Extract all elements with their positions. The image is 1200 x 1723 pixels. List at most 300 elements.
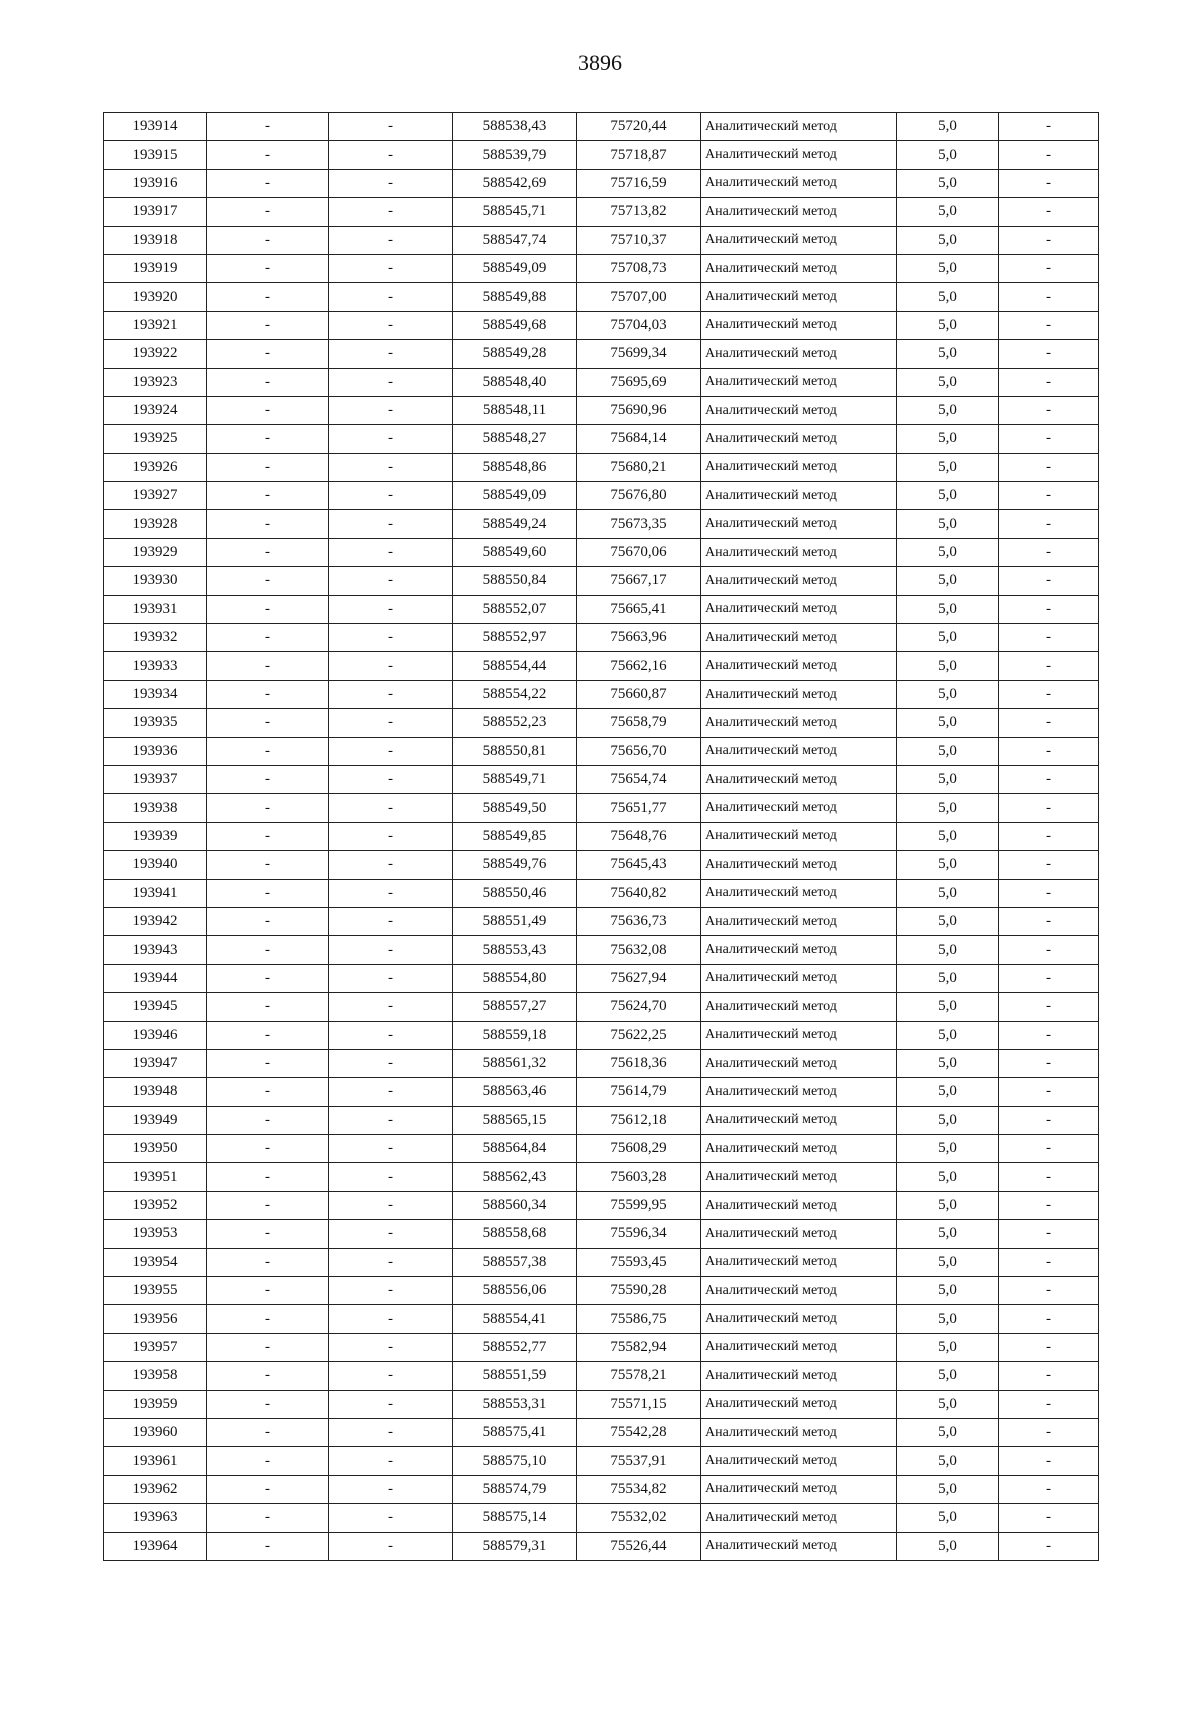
y-coordinate-cell: 75612,18 xyxy=(577,1106,701,1134)
empty-cell: - xyxy=(207,425,329,453)
table-row xyxy=(104,936,1099,964)
x-coordinate-cell: 588575,41 xyxy=(453,1418,577,1446)
accuracy-cell: 5,0 xyxy=(897,1333,999,1361)
table-row xyxy=(104,1362,1099,1390)
empty-cell: - xyxy=(329,1078,453,1106)
point-number-cell: 193957 xyxy=(104,1333,207,1361)
empty-cell: - xyxy=(207,680,329,708)
accuracy-cell: 5,0 xyxy=(897,340,999,368)
empty-cell: - xyxy=(207,1418,329,1446)
table-row xyxy=(104,283,1099,311)
x-coordinate-cell: 588550,46 xyxy=(453,879,577,907)
accuracy-cell: 5,0 xyxy=(897,113,999,141)
y-coordinate-cell: 75720,44 xyxy=(577,113,701,141)
empty-cell: - xyxy=(207,964,329,992)
empty-cell: - xyxy=(207,765,329,793)
point-number-cell: 193944 xyxy=(104,964,207,992)
method-cell: Аналитический метод xyxy=(701,624,897,652)
x-coordinate-cell: 588565,15 xyxy=(453,1106,577,1134)
point-number-cell: 193943 xyxy=(104,936,207,964)
point-number-cell: 193949 xyxy=(104,1106,207,1134)
empty-cell: - xyxy=(329,964,453,992)
x-coordinate-cell: 588548,86 xyxy=(453,453,577,481)
method-cell: Аналитический метод xyxy=(701,1333,897,1361)
point-number-cell: 193937 xyxy=(104,765,207,793)
coordinates-table-body xyxy=(104,113,1099,1561)
empty-cell: - xyxy=(329,822,453,850)
x-coordinate-cell: 588549,50 xyxy=(453,794,577,822)
method-cell: Аналитический метод xyxy=(701,1191,897,1219)
empty-cell: - xyxy=(999,453,1099,481)
method-cell: Аналитический метод xyxy=(701,226,897,254)
accuracy-cell: 5,0 xyxy=(897,1191,999,1219)
empty-cell: - xyxy=(999,851,1099,879)
table-row xyxy=(104,851,1099,879)
point-number-cell: 193946 xyxy=(104,1021,207,1049)
table-row xyxy=(104,1390,1099,1418)
method-cell: Аналитический метод xyxy=(701,198,897,226)
empty-cell: - xyxy=(329,283,453,311)
method-cell: Аналитический метод xyxy=(701,1447,897,1475)
table-row xyxy=(104,425,1099,453)
x-coordinate-cell: 588551,49 xyxy=(453,907,577,935)
x-coordinate-cell: 588550,84 xyxy=(453,567,577,595)
x-coordinate-cell: 588575,10 xyxy=(453,1447,577,1475)
y-coordinate-cell: 75627,94 xyxy=(577,964,701,992)
y-coordinate-cell: 75608,29 xyxy=(577,1135,701,1163)
accuracy-cell: 5,0 xyxy=(897,964,999,992)
empty-cell: - xyxy=(329,851,453,879)
empty-cell: - xyxy=(329,765,453,793)
method-cell: Аналитический метод xyxy=(701,680,897,708)
x-coordinate-cell: 588545,71 xyxy=(453,198,577,226)
accuracy-cell: 5,0 xyxy=(897,1305,999,1333)
accuracy-cell: 5,0 xyxy=(897,1106,999,1134)
table-row xyxy=(104,198,1099,226)
accuracy-cell: 5,0 xyxy=(897,1277,999,1305)
accuracy-cell: 5,0 xyxy=(897,1163,999,1191)
point-number-cell: 193932 xyxy=(104,624,207,652)
table-row xyxy=(104,595,1099,623)
empty-cell: - xyxy=(999,340,1099,368)
x-coordinate-cell: 588557,27 xyxy=(453,993,577,1021)
empty-cell: - xyxy=(999,794,1099,822)
page-number: 3896 xyxy=(578,50,622,75)
empty-cell: - xyxy=(207,851,329,879)
accuracy-cell: 5,0 xyxy=(897,396,999,424)
empty-cell: - xyxy=(207,1333,329,1361)
x-coordinate-cell: 588538,43 xyxy=(453,113,577,141)
table-row xyxy=(104,254,1099,282)
x-coordinate-cell: 588563,46 xyxy=(453,1078,577,1106)
accuracy-cell: 5,0 xyxy=(897,1532,999,1560)
empty-cell: - xyxy=(329,1220,453,1248)
y-coordinate-cell: 75590,28 xyxy=(577,1277,701,1305)
accuracy-cell: 5,0 xyxy=(897,311,999,339)
y-coordinate-cell: 75684,14 xyxy=(577,425,701,453)
empty-cell: - xyxy=(207,453,329,481)
table-row xyxy=(104,765,1099,793)
point-number-cell: 193959 xyxy=(104,1390,207,1418)
point-number-cell: 193934 xyxy=(104,680,207,708)
y-coordinate-cell: 75704,03 xyxy=(577,311,701,339)
point-number-cell: 193960 xyxy=(104,1418,207,1446)
x-coordinate-cell: 588554,22 xyxy=(453,680,577,708)
empty-cell: - xyxy=(207,340,329,368)
point-number-cell: 193941 xyxy=(104,879,207,907)
table-row xyxy=(104,964,1099,992)
accuracy-cell: 5,0 xyxy=(897,993,999,1021)
point-number-cell: 193951 xyxy=(104,1163,207,1191)
method-cell: Аналитический метод xyxy=(701,1078,897,1106)
empty-cell: - xyxy=(329,1106,453,1134)
empty-cell: - xyxy=(999,737,1099,765)
y-coordinate-cell: 75673,35 xyxy=(577,510,701,538)
x-coordinate-cell: 588553,43 xyxy=(453,936,577,964)
point-number-cell: 193927 xyxy=(104,482,207,510)
empty-cell: - xyxy=(999,1362,1099,1390)
method-cell: Аналитический метод xyxy=(701,368,897,396)
empty-cell: - xyxy=(207,595,329,623)
empty-cell: - xyxy=(999,226,1099,254)
empty-cell: - xyxy=(207,368,329,396)
empty-cell: - xyxy=(329,1135,453,1163)
x-coordinate-cell: 588560,34 xyxy=(453,1191,577,1219)
method-cell: Аналитический метод xyxy=(701,794,897,822)
y-coordinate-cell: 75645,43 xyxy=(577,851,701,879)
accuracy-cell: 5,0 xyxy=(897,1078,999,1106)
empty-cell: - xyxy=(999,283,1099,311)
empty-cell: - xyxy=(329,879,453,907)
y-coordinate-cell: 75534,82 xyxy=(577,1475,701,1503)
x-coordinate-cell: 588558,68 xyxy=(453,1220,577,1248)
empty-cell: - xyxy=(999,936,1099,964)
x-coordinate-cell: 588549,71 xyxy=(453,765,577,793)
point-number-cell: 193925 xyxy=(104,425,207,453)
method-cell: Аналитический метод xyxy=(701,567,897,595)
accuracy-cell: 5,0 xyxy=(897,1390,999,1418)
table-row xyxy=(104,1532,1099,1560)
accuracy-cell: 5,0 xyxy=(897,822,999,850)
empty-cell: - xyxy=(207,567,329,595)
empty-cell: - xyxy=(329,1191,453,1219)
accuracy-cell: 5,0 xyxy=(897,1362,999,1390)
empty-cell: - xyxy=(329,482,453,510)
x-coordinate-cell: 588549,60 xyxy=(453,538,577,566)
accuracy-cell: 5,0 xyxy=(897,737,999,765)
table-row xyxy=(104,482,1099,510)
point-number-cell: 193948 xyxy=(104,1078,207,1106)
x-coordinate-cell: 588552,97 xyxy=(453,624,577,652)
empty-cell: - xyxy=(329,1333,453,1361)
x-coordinate-cell: 588549,09 xyxy=(453,482,577,510)
empty-cell: - xyxy=(329,198,453,226)
empty-cell: - xyxy=(999,1135,1099,1163)
empty-cell: - xyxy=(999,311,1099,339)
accuracy-cell: 5,0 xyxy=(897,1049,999,1077)
table-row xyxy=(104,1021,1099,1049)
point-number-cell: 193962 xyxy=(104,1475,207,1503)
empty-cell: - xyxy=(207,311,329,339)
accuracy-cell: 5,0 xyxy=(897,907,999,935)
table-row xyxy=(104,311,1099,339)
x-coordinate-cell: 588564,84 xyxy=(453,1135,577,1163)
empty-cell: - xyxy=(999,567,1099,595)
point-number-cell: 193950 xyxy=(104,1135,207,1163)
y-coordinate-cell: 75718,87 xyxy=(577,141,701,169)
y-coordinate-cell: 75640,82 xyxy=(577,879,701,907)
accuracy-cell: 5,0 xyxy=(897,652,999,680)
empty-cell: - xyxy=(207,169,329,197)
x-coordinate-cell: 588552,77 xyxy=(453,1333,577,1361)
empty-cell: - xyxy=(329,1049,453,1077)
empty-cell: - xyxy=(999,1106,1099,1134)
accuracy-cell: 5,0 xyxy=(897,624,999,652)
empty-cell: - xyxy=(207,1475,329,1503)
empty-cell: - xyxy=(207,936,329,964)
empty-cell: - xyxy=(999,1078,1099,1106)
y-coordinate-cell: 75526,44 xyxy=(577,1532,701,1560)
method-cell: Аналитический метод xyxy=(701,993,897,1021)
table-row xyxy=(104,822,1099,850)
table-row xyxy=(104,993,1099,1021)
table-row xyxy=(104,169,1099,197)
x-coordinate-cell: 588575,14 xyxy=(453,1504,577,1532)
x-coordinate-cell: 588548,11 xyxy=(453,396,577,424)
empty-cell: - xyxy=(207,1078,329,1106)
empty-cell: - xyxy=(999,1277,1099,1305)
empty-cell: - xyxy=(207,283,329,311)
y-coordinate-cell: 75670,06 xyxy=(577,538,701,566)
table-row xyxy=(104,1418,1099,1446)
y-coordinate-cell: 75667,17 xyxy=(577,567,701,595)
y-coordinate-cell: 75716,59 xyxy=(577,169,701,197)
table-row xyxy=(104,737,1099,765)
empty-cell: - xyxy=(329,709,453,737)
y-coordinate-cell: 75578,21 xyxy=(577,1362,701,1390)
table-row xyxy=(104,1163,1099,1191)
y-coordinate-cell: 75636,73 xyxy=(577,907,701,935)
empty-cell: - xyxy=(207,993,329,1021)
accuracy-cell: 5,0 xyxy=(897,453,999,481)
y-coordinate-cell: 75622,25 xyxy=(577,1021,701,1049)
point-number-cell: 193914 xyxy=(104,113,207,141)
method-cell: Аналитический метод xyxy=(701,851,897,879)
x-coordinate-cell: 588549,76 xyxy=(453,851,577,879)
point-number-cell: 193955 xyxy=(104,1277,207,1305)
table-row xyxy=(104,1447,1099,1475)
table-row xyxy=(104,709,1099,737)
y-coordinate-cell: 75593,45 xyxy=(577,1248,701,1276)
x-coordinate-cell: 588549,28 xyxy=(453,340,577,368)
empty-cell: - xyxy=(207,198,329,226)
y-coordinate-cell: 75542,28 xyxy=(577,1418,701,1446)
y-coordinate-cell: 75651,77 xyxy=(577,794,701,822)
empty-cell: - xyxy=(329,169,453,197)
empty-cell: - xyxy=(999,624,1099,652)
x-coordinate-cell: 588547,74 xyxy=(453,226,577,254)
accuracy-cell: 5,0 xyxy=(897,709,999,737)
empty-cell: - xyxy=(207,226,329,254)
y-coordinate-cell: 75596,34 xyxy=(577,1220,701,1248)
x-coordinate-cell: 588554,80 xyxy=(453,964,577,992)
y-coordinate-cell: 75532,02 xyxy=(577,1504,701,1532)
accuracy-cell: 5,0 xyxy=(897,1504,999,1532)
y-coordinate-cell: 75624,70 xyxy=(577,993,701,1021)
empty-cell: - xyxy=(329,652,453,680)
table-row xyxy=(104,907,1099,935)
accuracy-cell: 5,0 xyxy=(897,794,999,822)
x-coordinate-cell: 588554,44 xyxy=(453,652,577,680)
accuracy-cell: 5,0 xyxy=(897,368,999,396)
point-number-cell: 193952 xyxy=(104,1191,207,1219)
method-cell: Аналитический метод xyxy=(701,1362,897,1390)
method-cell: Аналитический метод xyxy=(701,1106,897,1134)
empty-cell: - xyxy=(329,1277,453,1305)
point-number-cell: 193945 xyxy=(104,993,207,1021)
y-coordinate-cell: 75713,82 xyxy=(577,198,701,226)
empty-cell: - xyxy=(329,1418,453,1446)
x-coordinate-cell: 588550,81 xyxy=(453,737,577,765)
y-coordinate-cell: 75695,69 xyxy=(577,368,701,396)
x-coordinate-cell: 588552,07 xyxy=(453,595,577,623)
table-row xyxy=(104,538,1099,566)
y-coordinate-cell: 75614,79 xyxy=(577,1078,701,1106)
table-row xyxy=(104,1333,1099,1361)
point-number-cell: 193921 xyxy=(104,311,207,339)
empty-cell: - xyxy=(207,1447,329,1475)
accuracy-cell: 5,0 xyxy=(897,538,999,566)
x-coordinate-cell: 588562,43 xyxy=(453,1163,577,1191)
point-number-cell: 193922 xyxy=(104,340,207,368)
point-number-cell: 193958 xyxy=(104,1362,207,1390)
empty-cell: - xyxy=(329,1475,453,1503)
empty-cell: - xyxy=(999,879,1099,907)
accuracy-cell: 5,0 xyxy=(897,283,999,311)
x-coordinate-cell: 588553,31 xyxy=(453,1390,577,1418)
method-cell: Аналитический метод xyxy=(701,964,897,992)
empty-cell: - xyxy=(207,822,329,850)
empty-cell: - xyxy=(207,1362,329,1390)
y-coordinate-cell: 75648,76 xyxy=(577,822,701,850)
empty-cell: - xyxy=(999,1532,1099,1560)
point-number-cell: 193961 xyxy=(104,1447,207,1475)
table-row xyxy=(104,1191,1099,1219)
method-cell: Аналитический метод xyxy=(701,1390,897,1418)
x-coordinate-cell: 588556,06 xyxy=(453,1277,577,1305)
method-cell: Аналитический метод xyxy=(701,936,897,964)
x-coordinate-cell: 588539,79 xyxy=(453,141,577,169)
empty-cell: - xyxy=(207,907,329,935)
x-coordinate-cell: 588554,41 xyxy=(453,1305,577,1333)
accuracy-cell: 5,0 xyxy=(897,1418,999,1446)
empty-cell: - xyxy=(207,1021,329,1049)
table-row xyxy=(104,226,1099,254)
method-cell: Аналитический метод xyxy=(701,1021,897,1049)
y-coordinate-cell: 75632,08 xyxy=(577,936,701,964)
empty-cell: - xyxy=(999,680,1099,708)
x-coordinate-cell: 588549,24 xyxy=(453,510,577,538)
accuracy-cell: 5,0 xyxy=(897,765,999,793)
method-cell: Аналитический метод xyxy=(701,1163,897,1191)
empty-cell: - xyxy=(329,1504,453,1532)
method-cell: Аналитический метод xyxy=(701,340,897,368)
empty-cell: - xyxy=(999,425,1099,453)
empty-cell: - xyxy=(999,396,1099,424)
point-number-cell: 193931 xyxy=(104,595,207,623)
y-coordinate-cell: 75707,00 xyxy=(577,283,701,311)
table-row xyxy=(104,510,1099,538)
x-coordinate-cell: 588542,69 xyxy=(453,169,577,197)
table-row xyxy=(104,624,1099,652)
empty-cell: - xyxy=(999,368,1099,396)
accuracy-cell: 5,0 xyxy=(897,567,999,595)
accuracy-cell: 5,0 xyxy=(897,425,999,453)
empty-cell: - xyxy=(207,1163,329,1191)
y-coordinate-cell: 75690,96 xyxy=(577,396,701,424)
empty-cell: - xyxy=(207,113,329,141)
x-coordinate-cell: 588561,32 xyxy=(453,1049,577,1077)
empty-cell: - xyxy=(999,169,1099,197)
empty-cell: - xyxy=(207,879,329,907)
accuracy-cell: 5,0 xyxy=(897,1248,999,1276)
empty-cell: - xyxy=(329,567,453,595)
empty-cell: - xyxy=(329,936,453,964)
empty-cell: - xyxy=(999,765,1099,793)
empty-cell: - xyxy=(999,964,1099,992)
table-row xyxy=(104,1475,1099,1503)
empty-cell: - xyxy=(329,254,453,282)
accuracy-cell: 5,0 xyxy=(897,1475,999,1503)
point-number-cell: 193929 xyxy=(104,538,207,566)
empty-cell: - xyxy=(999,141,1099,169)
method-cell: Аналитический метод xyxy=(701,453,897,481)
empty-cell: - xyxy=(329,680,453,708)
x-coordinate-cell: 588552,23 xyxy=(453,709,577,737)
method-cell: Аналитический метод xyxy=(701,283,897,311)
method-cell: Аналитический метод xyxy=(701,1049,897,1077)
empty-cell: - xyxy=(999,1333,1099,1361)
empty-cell: - xyxy=(999,1504,1099,1532)
method-cell: Аналитический метод xyxy=(701,113,897,141)
accuracy-cell: 5,0 xyxy=(897,226,999,254)
table-row xyxy=(104,794,1099,822)
empty-cell: - xyxy=(329,340,453,368)
empty-cell: - xyxy=(207,482,329,510)
empty-cell: - xyxy=(999,709,1099,737)
table-row xyxy=(104,1277,1099,1305)
accuracy-cell: 5,0 xyxy=(897,1447,999,1475)
point-number-cell: 193920 xyxy=(104,283,207,311)
point-number-cell: 193924 xyxy=(104,396,207,424)
y-coordinate-cell: 75582,94 xyxy=(577,1333,701,1361)
empty-cell: - xyxy=(207,624,329,652)
empty-cell: - xyxy=(329,1163,453,1191)
y-coordinate-cell: 75586,75 xyxy=(577,1305,701,1333)
y-coordinate-cell: 75658,79 xyxy=(577,709,701,737)
table-row xyxy=(104,113,1099,141)
empty-cell: - xyxy=(329,538,453,566)
method-cell: Аналитический метод xyxy=(701,1135,897,1163)
point-number-cell: 193940 xyxy=(104,851,207,879)
empty-cell: - xyxy=(999,1220,1099,1248)
empty-cell: - xyxy=(329,737,453,765)
x-coordinate-cell: 588579,31 xyxy=(453,1532,577,1560)
method-cell: Аналитический метод xyxy=(701,1220,897,1248)
empty-cell: - xyxy=(329,993,453,1021)
point-number-cell: 193954 xyxy=(104,1248,207,1276)
empty-cell: - xyxy=(999,1447,1099,1475)
